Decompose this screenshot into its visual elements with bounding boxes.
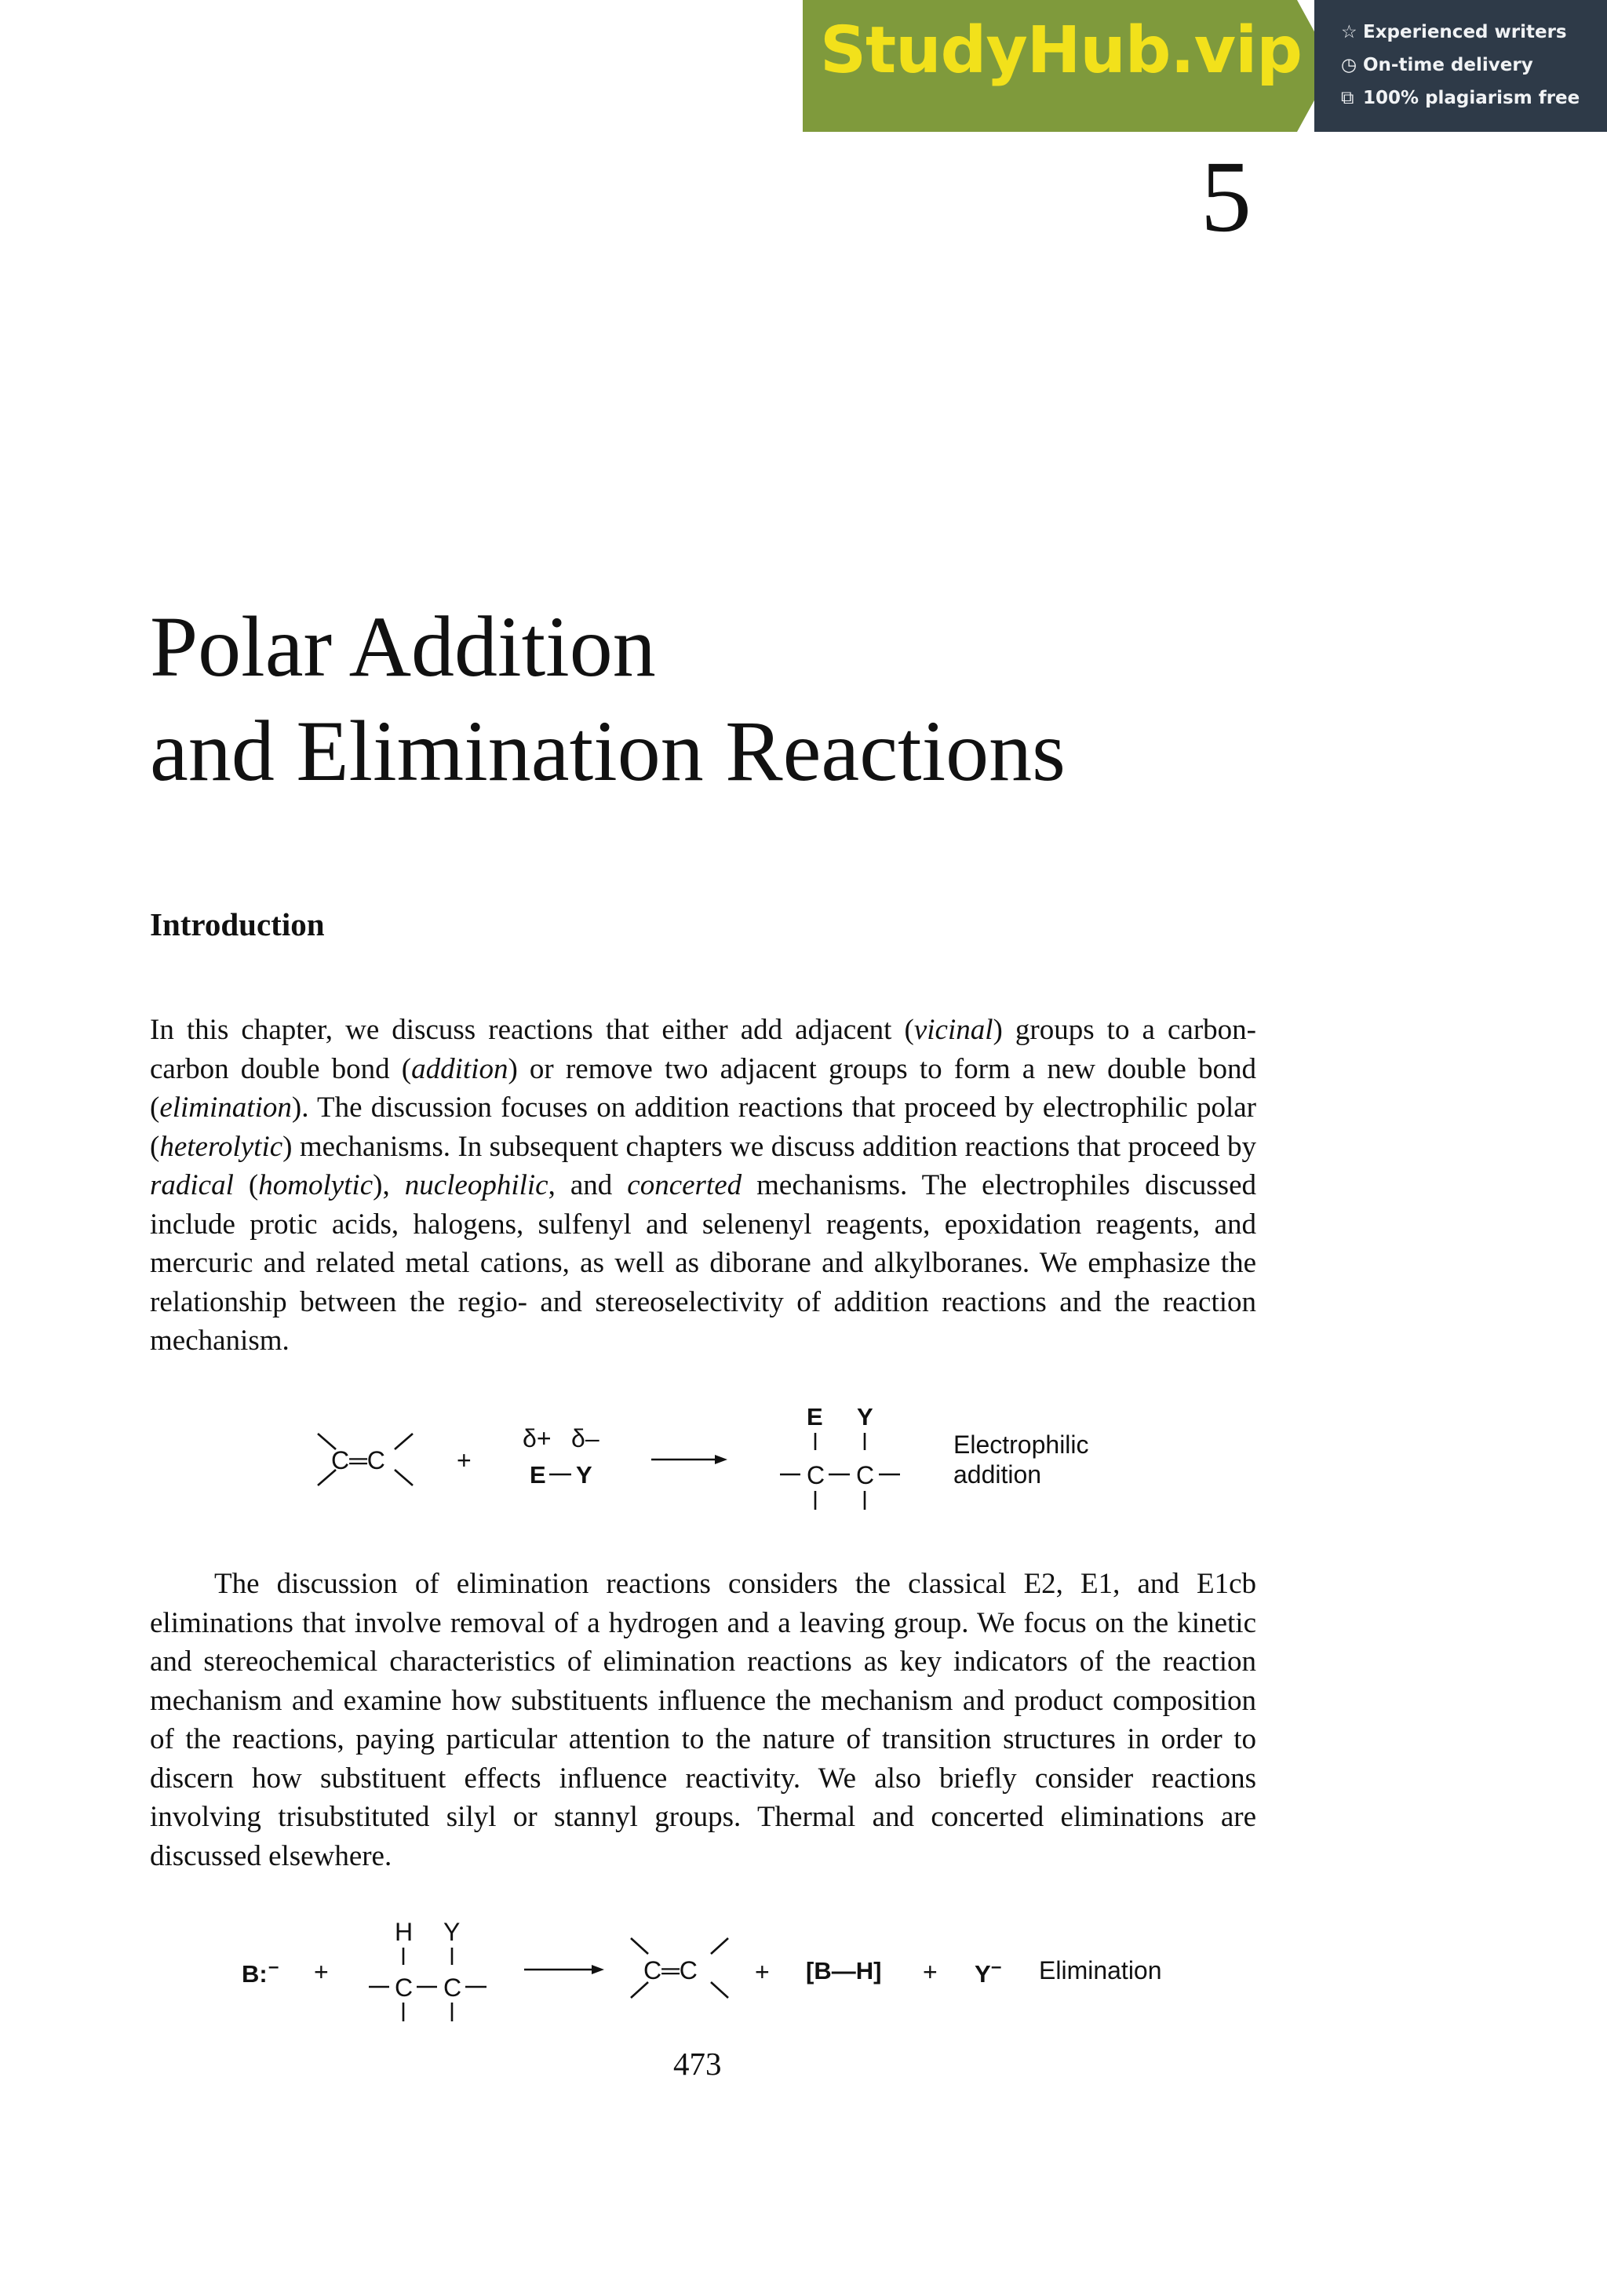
- reagent-y: Y: [576, 1461, 592, 1489]
- text-run: ),: [373, 1169, 405, 1201]
- italic-term: elimination: [159, 1092, 292, 1124]
- italic-term: radical: [150, 1169, 234, 1201]
- text-run: ) mechanisms. In subsequent chapters we discuss addition reactions that proceed by: [282, 1130, 1256, 1163]
- banner-feature-text: Experienced writers: [1363, 22, 1567, 42]
- delta-minus: δ–: [571, 1424, 599, 1452]
- addition-scheme-diagram: [0, 1397, 1607, 1522]
- chapter-title-line: and Elimination Reactions: [150, 703, 1066, 799]
- byproduct-label: [B—H]: [806, 1957, 882, 1984]
- plus-sign: +: [755, 1958, 770, 1986]
- alkene-bond: [395, 1470, 413, 1485]
- product-e: E: [807, 1403, 823, 1430]
- banner-logo[interactable]: StudyHub.vip: [820, 13, 1302, 88]
- copy-icon: ⧉: [1341, 88, 1354, 108]
- text-run: ). The discussion focuses on addition reactions that proceed by electrophilic polar (: [150, 1092, 1256, 1163]
- substrate-h: H: [395, 1918, 414, 1946]
- scheme-label: Electrophilic: [953, 1430, 1089, 1459]
- italic-term: heterolytic: [159, 1130, 283, 1163]
- product-carbon: C: [807, 1461, 825, 1489]
- product-carbon: C: [856, 1461, 875, 1489]
- italic-term: vicinal: [913, 1014, 993, 1046]
- alkene-label: C═C: [643, 1956, 698, 1984]
- substrate-carbon: C: [443, 1973, 462, 2002]
- section-heading: Introduction: [150, 906, 325, 942]
- text-run: ) or remove two adjacent groups to form a new double bond (: [150, 1052, 1256, 1124]
- plus-sign: +: [314, 1958, 329, 1986]
- reaction-arrowhead: [715, 1455, 727, 1464]
- text-run: In this chapter, we discuss reactions that either add adjacent (: [150, 1014, 914, 1046]
- chapter-number: 5: [1201, 140, 1252, 253]
- alkene-bond: [631, 1982, 648, 1998]
- alkene-bond: [395, 1434, 413, 1449]
- intro-paragraph: [150, 1011, 1256, 1361]
- text-run: (: [233, 1169, 259, 1201]
- substrate-carbon: C: [395, 1973, 414, 2002]
- chapter-title: [150, 595, 1066, 804]
- base-charge: –: [268, 1956, 279, 1977]
- text-run: mechanisms. The electrophiles discussed include protic acids, halogens, sulfenyl and selenenyl reagents, epoxidation reagents, and mercuric and related metal cations, as well as diborane and alkylboranes. We emphasize the relationship between the regio- and stereoselectivity of addition reactions and the reaction mechanism.: [150, 1169, 1256, 1357]
- scheme-label: Elimination: [1039, 1956, 1162, 1984]
- reaction-arrowhead: [592, 1965, 604, 1974]
- promo-banner[interactable]: [803, 0, 1607, 132]
- star-icon: ☆: [1341, 22, 1357, 42]
- alkene-bond: [711, 1938, 728, 1954]
- leaving-group: Y: [975, 1960, 991, 1988]
- elimination-scheme-diagram: [0, 1915, 1607, 2032]
- banner-feature-text: 100% plagiarism free: [1363, 88, 1580, 108]
- alkene-bond: [711, 1982, 728, 1998]
- clock-icon: ◷: [1341, 55, 1357, 75]
- addition-scheme: [0, 1397, 1607, 1522]
- elimination-paragraph: [150, 1565, 1256, 1875]
- italic-term: homolytic: [258, 1169, 374, 1201]
- text-run: , and: [548, 1169, 628, 1201]
- alkene-bond: [631, 1938, 648, 1954]
- plus-sign: +: [923, 1958, 938, 1986]
- leaving-charge: –: [991, 1956, 1002, 1977]
- product-y: Y: [857, 1403, 873, 1430]
- banner-feature: [1341, 88, 1580, 108]
- text-run: ) groups to a carbon-carbon double bond (: [150, 1014, 1256, 1085]
- elimination-scheme: [0, 1915, 1607, 2032]
- base-label: B:: [242, 1960, 268, 1988]
- substrate-y: Y: [443, 1918, 461, 1946]
- page-number: 473: [673, 2046, 722, 2082]
- italic-term: addition: [411, 1052, 508, 1085]
- chapter-title-line: Polar Addition: [150, 599, 656, 694]
- banner-feature-text: On-time delivery: [1363, 55, 1533, 75]
- scheme-label: addition: [953, 1460, 1042, 1489]
- alkene-label: C═C: [331, 1446, 385, 1474]
- reagent-e: E: [530, 1461, 546, 1489]
- plus-sign: +: [457, 1446, 472, 1474]
- italic-term: nucleophilic: [404, 1169, 548, 1201]
- banner-feature: [1341, 55, 1533, 75]
- text-run: The discussion of elimination reactions considers the classical E2, E1, and E1cb eliminations that involve removal of a hydrogen and a leaving group. We focus on the kinetic and stereochemical characteristics of elimination reactions as key indicators of the reaction mechanism and examine how substituents influence the mechanism and product composition of the reactions, paying particular attention to the nature of transition structures in order to discern how substituent effects influence reactivity. We also briefly consider reactions involving trisubstituted silyl or stannyl groups. Thermal and concerted eliminations are discussed elsewhere.: [150, 1568, 1256, 1872]
- banner-feature: [1341, 22, 1567, 42]
- italic-term: concerted: [627, 1169, 742, 1201]
- delta-plus: δ+: [523, 1424, 552, 1452]
